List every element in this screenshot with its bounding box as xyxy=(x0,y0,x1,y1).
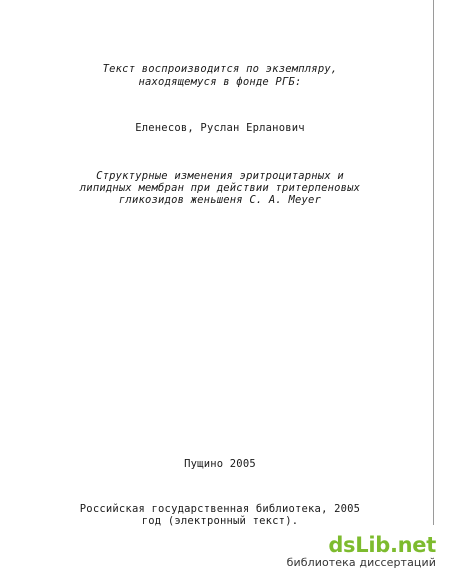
dslib-logo xyxy=(287,534,436,556)
page-edge-rule xyxy=(433,0,434,525)
title-line-3: гликозидов женьшеня С. А. Meyer xyxy=(118,194,322,206)
watermark-subtitle: библиотека диссертаций xyxy=(286,556,436,569)
city-year: Пущино 2005 xyxy=(184,458,256,470)
logo-net: .net xyxy=(389,533,436,557)
library-line-1: Российская государственная библиотека, 2005 xyxy=(79,503,361,515)
title-line-1: Структурные изменения эритроцитарных и xyxy=(96,170,344,182)
author-name: Еленесов, Руслан Ерланович xyxy=(135,122,305,134)
title-line-2: липидных мембран при действии тритерпеновых xyxy=(79,182,361,194)
notice-line-2: находящемуся в фонде РГБ: xyxy=(138,76,302,88)
dslib-watermark[interactable] xyxy=(287,534,436,570)
logo-lib: Lib xyxy=(355,533,390,557)
logo-ds: ds xyxy=(328,533,356,557)
notice-line-1: Текст воспроизводится по экземпляру, xyxy=(102,63,338,75)
library-line-2: год (электронный текст). xyxy=(141,515,299,527)
